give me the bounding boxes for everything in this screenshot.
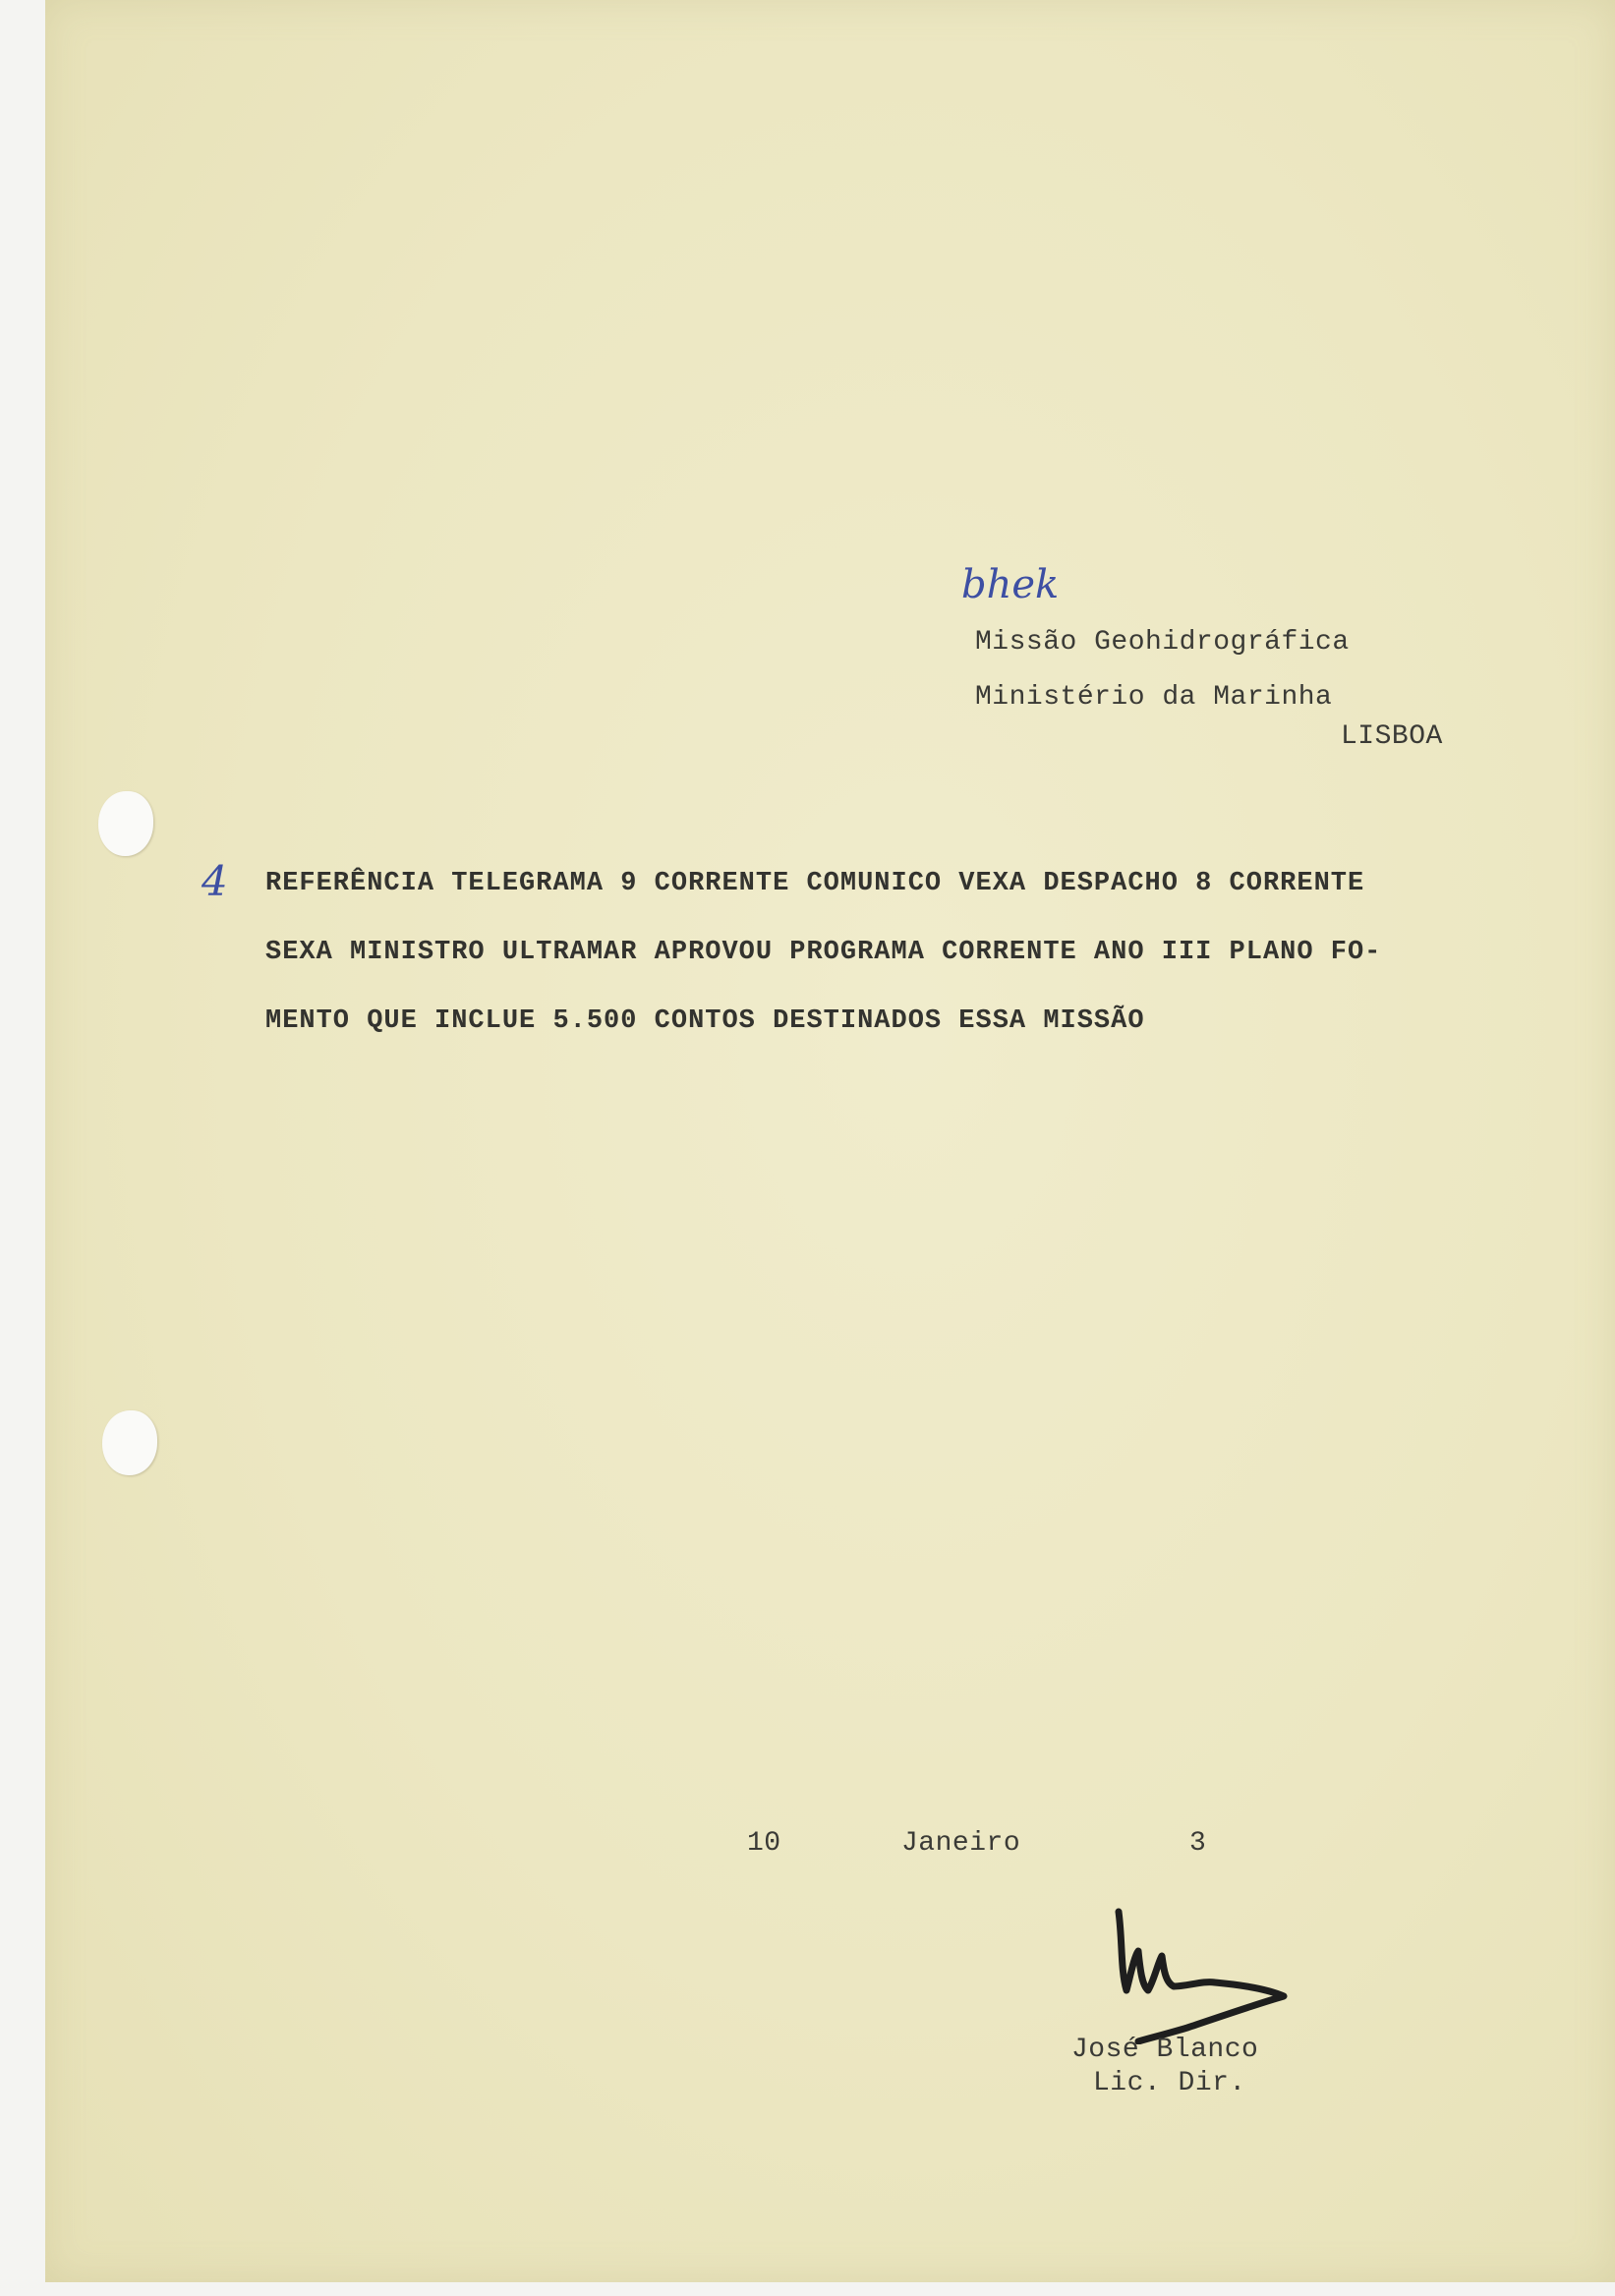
date-day: 10 xyxy=(747,1828,781,1859)
handwritten-signature xyxy=(1109,1902,1305,2044)
address-line-3: LISBOA xyxy=(1341,721,1443,752)
punch-hole-top xyxy=(98,791,153,856)
message-line-3: MENTO QUE INCLUE 5.500 CONTOS DESTINADOS ESSA MISSÃO xyxy=(265,1006,1145,1036)
punch-hole-bottom xyxy=(102,1410,157,1475)
margin-mark: 4 xyxy=(202,857,228,905)
address-line-2: Ministério da Marinha xyxy=(975,682,1333,713)
date-month: Janeiro xyxy=(901,1828,1021,1859)
address-line-1: Missão Geohidrográfica xyxy=(975,627,1350,658)
date-year: 3 xyxy=(1189,1828,1207,1859)
paper-sheet xyxy=(45,0,1615,2282)
handwritten-note: bhek xyxy=(961,562,1060,607)
message-line-2: SEXA MINISTRO ULTRAMAR APROVOU PROGRAMA CORRENTE ANO III PLANO FO- xyxy=(265,938,1382,967)
signatory-name: José Blanco xyxy=(1071,2035,1259,2065)
message-line-1: REFERÊNCIA TELEGRAMA 9 CORRENTE COMUNICO VEXA DESPACHO 8 CORRENTE xyxy=(265,869,1365,898)
signatory-title: Lic. Dir. xyxy=(1093,2068,1246,2098)
